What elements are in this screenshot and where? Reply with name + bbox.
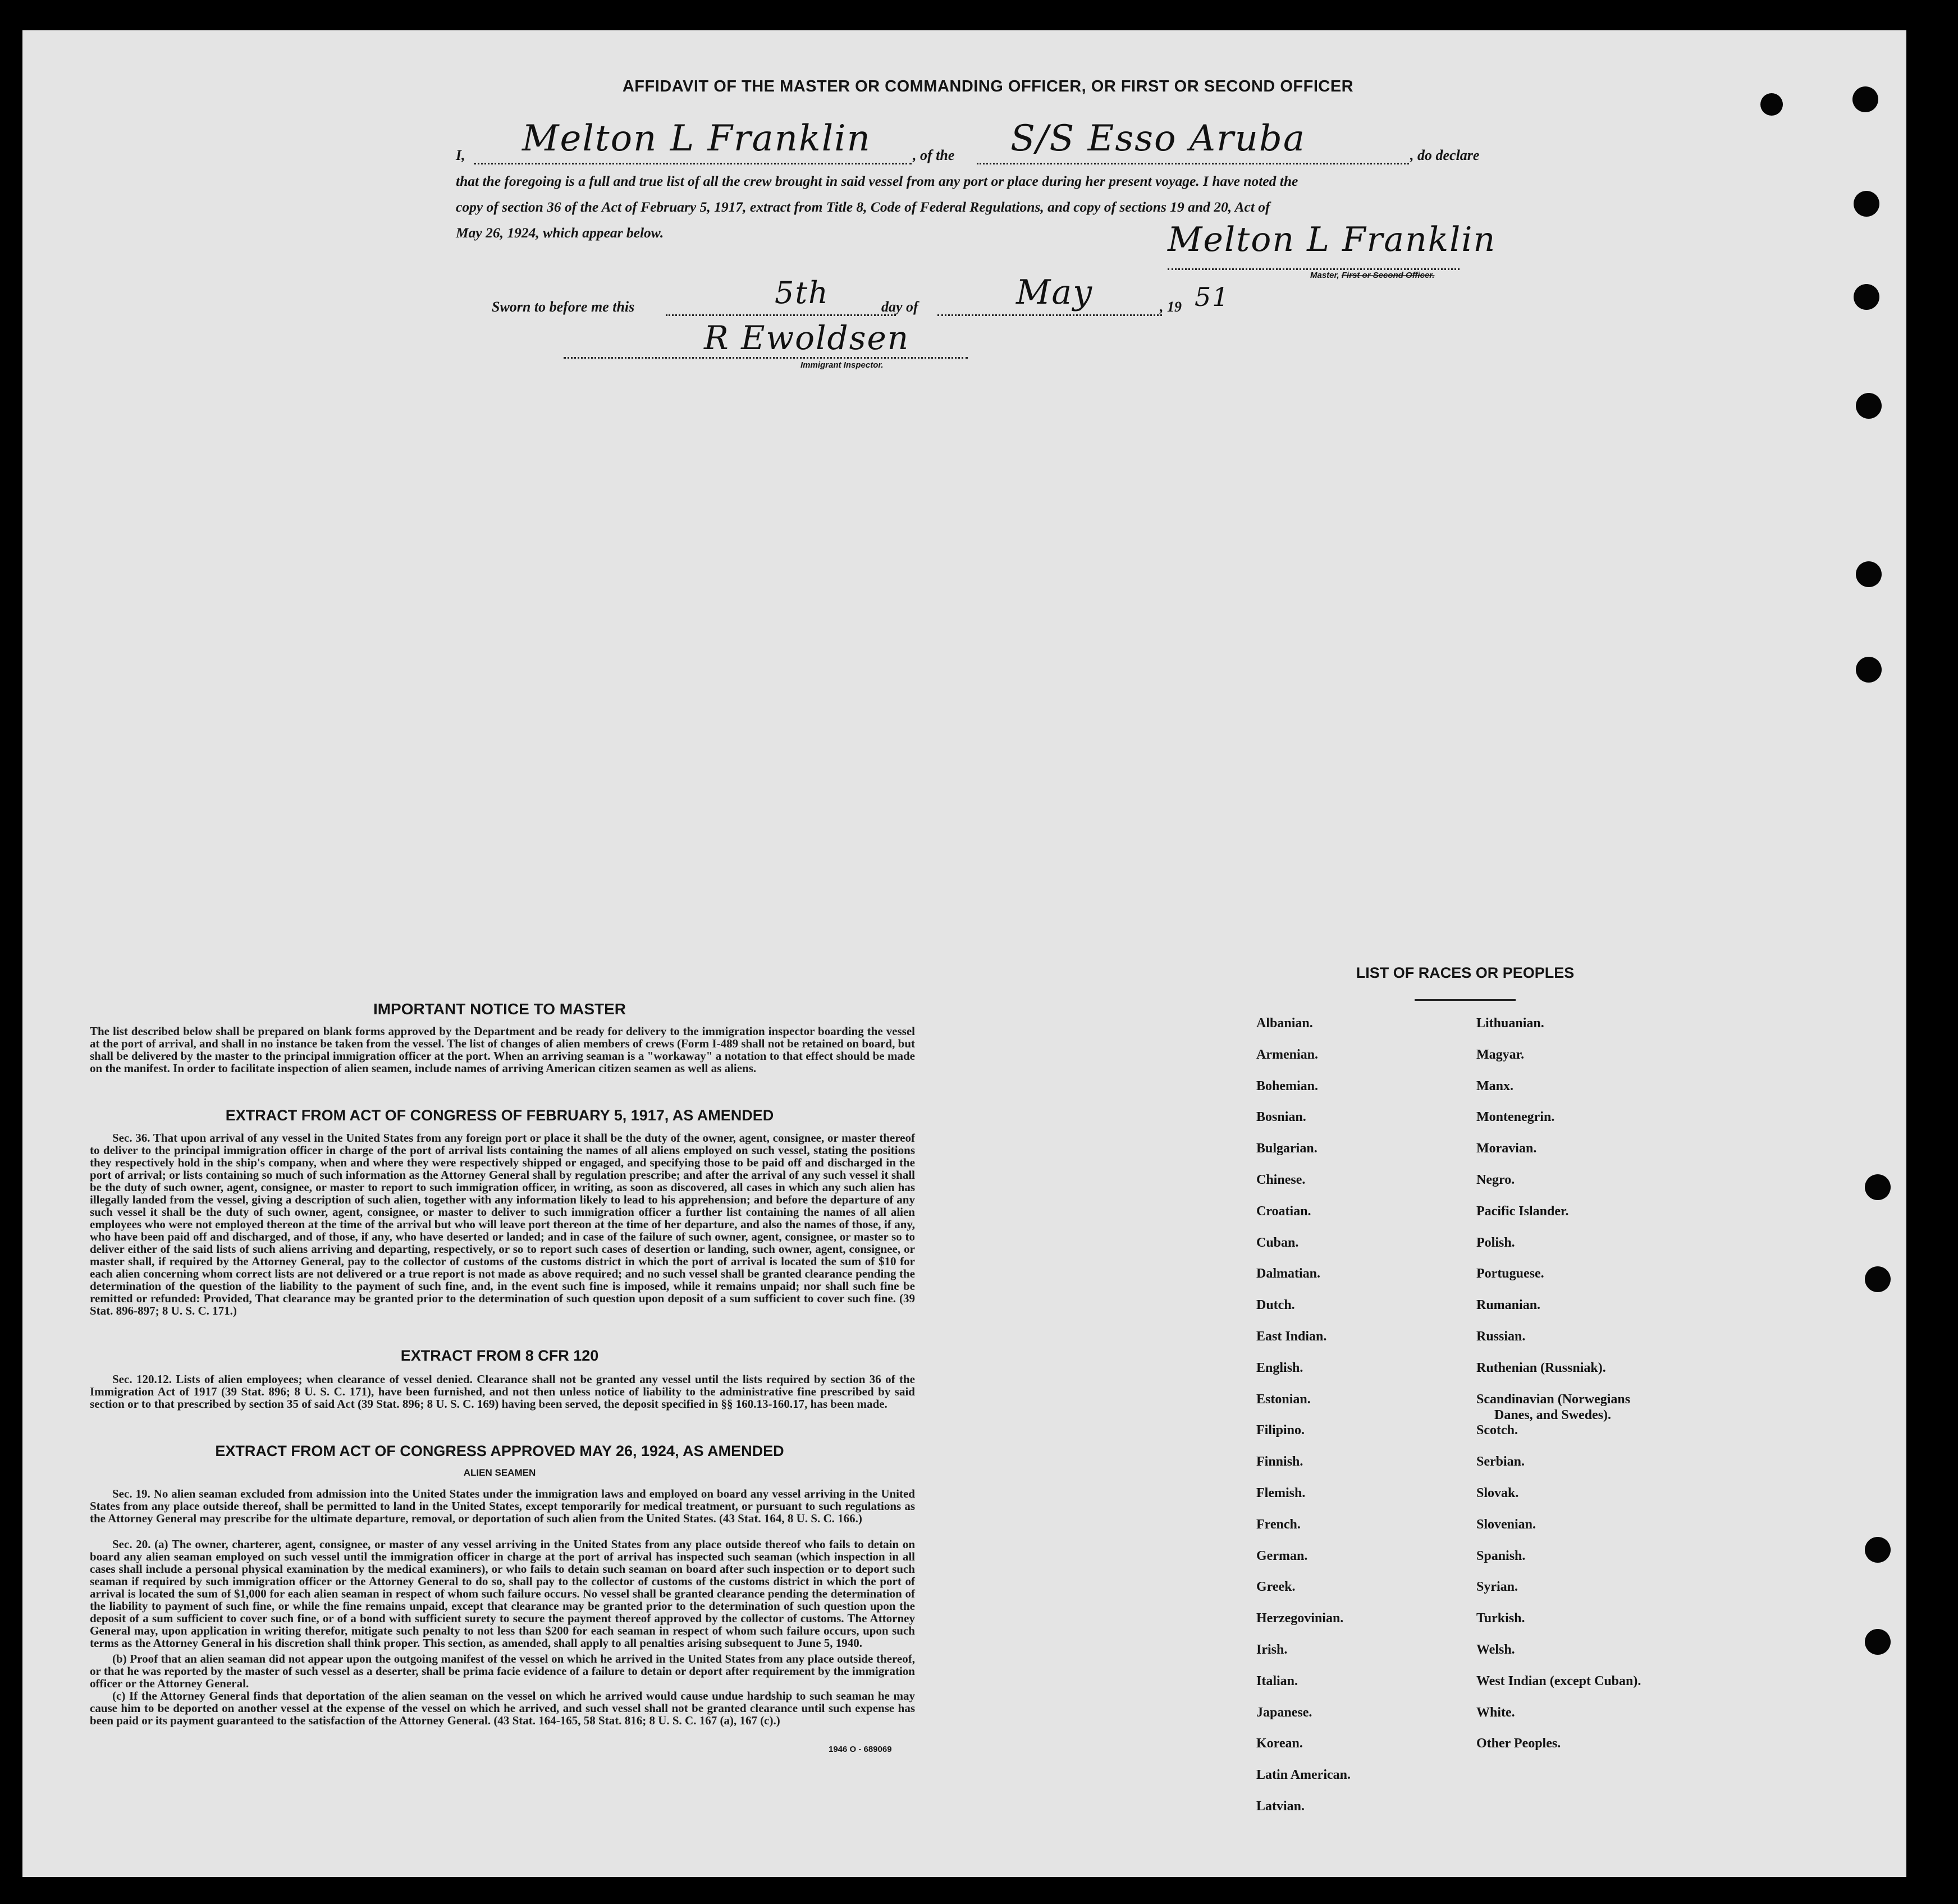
extract-1924-sec19: Sec. 19. No alien seaman excluded from admission into the United States under the immigration laws and employed on board any vessel arriving in the United States from any place outside thereof, shall be permitted to land in the United States, except temporarily for medical treatment, or pursuant to such regulations as the Attorney General may prescribe for the ultimate departure, removal, or deportation of such alien from the United States. (43 Stat. 164, 8 U. S. C. 166.) — [90, 1487, 915, 1525]
do-declare-label: , do declare — [1410, 147, 1480, 163]
race-list-item: Filipino. — [1256, 1423, 1305, 1438]
sworn-day: 5th — [775, 275, 829, 310]
extract-1924-subheading: ALIEN SEAMEN — [463, 1467, 536, 1478]
signature-caption — [1310, 271, 1434, 280]
race-list-item: Japanese. — [1256, 1705, 1312, 1720]
race-list-item: Finnish. — [1256, 1454, 1303, 1470]
race-list-item: Pacific Islander. — [1476, 1203, 1569, 1219]
race-list-item: Other Peoples. — [1476, 1736, 1561, 1751]
race-list-item: Rumanian. — [1476, 1298, 1541, 1313]
sworn-day-line — [666, 312, 896, 316]
race-list-item: Moravian. — [1476, 1141, 1537, 1156]
race-list-item: Cuban. — [1256, 1235, 1299, 1250]
vessel-name-line — [977, 161, 1409, 164]
race-list-item: Turkish. — [1476, 1611, 1525, 1626]
extract-1917-body: Sec. 36. That upon arrival of any vessel in the United States from any foreign port or place it shall be the duty of the owner, agent, consignee, or master thereof to deliver to the principal immigration officer in charge of the port of arrival lists containing the names of all aliens employed on such vessel, stating the positions they respectively hold in the ship's company, when and where they were respectively shipped or engaged, and specifying those to be paid off and discharged in the port of arrival; or lists containing so much of such information as the Attorney General shall by regulation prescribe; and after the arrival of any such vessel it shall be the duty of such owner, agent, consignee, or master to report to such immigration officer, in writing, as soon as discovered, all cases in which any such alien has illegally landed from the vessel, giving a description of such alien, together with any information likely to lead to his apprehension; and before the departure of any such vessel it shall be the duty of such owner, agent, consignee, or master to deliver to such immigration officer a further list containing the names of all alien employees who were not employed thereon at the time of the arrival but who will leave port thereon at the time of her departure, and also the names of those, if any, who have been paid off and discharged, and of those, if any, who have deserted or landed; and in case of the failure of such owner, agent, consignee, or master so to deliver either of the said lists of such aliens arriving and departing, respectively, or so to report such cases of desertion or landing, such owner, agent, consignee, or master shall, if required by the Attorney General, pay to the collector of customs of the customs district in which the port of arrival is located the sum of $10 for each alien concerning whom correct lists are not delivered or a true report is not made as above required; and no such vessel shall be granted clearance pending the determination of the question of the liability to the payment of such fine, and, in the event such fine is imposed, while it remains unpaid; nor shall such fine be remitted or refunded: Provided, That clearance may be granted prior to the determination of such question upon deposit of a sum sufficient to cover such fine. (39 Stat. 896-897; 8 U. S. C. 171.) — [90, 1131, 915, 1317]
race-list-item: Irish. — [1256, 1642, 1288, 1657]
of-the-label: , of the — [913, 147, 955, 163]
race-list-item: Scotch. — [1476, 1423, 1518, 1438]
race-list-item: Polish. — [1476, 1235, 1515, 1250]
punch-hole — [1856, 657, 1882, 683]
race-list-item: Magyar. — [1476, 1047, 1525, 1062]
signature-caption-prefix: Master, — [1310, 271, 1339, 280]
punch-hole — [1854, 191, 1879, 217]
race-list-item: Herzegovinian. — [1256, 1611, 1344, 1626]
race-list-item: Montenegrin. — [1476, 1110, 1555, 1125]
race-list-item: Serbian. — [1476, 1454, 1525, 1470]
affidavit-text-line-4: May 26, 1924, which appear below. — [456, 225, 664, 241]
race-list-item: Latin American. — [1256, 1768, 1351, 1783]
punch-hole — [1865, 1174, 1891, 1200]
race-list-item: Greek. — [1256, 1580, 1296, 1595]
race-list-item: English. — [1256, 1360, 1303, 1375]
officer-name: Melton L Franklin — [522, 118, 871, 159]
officer-name-line — [474, 161, 912, 164]
race-list-item: Bohemian. — [1256, 1078, 1319, 1093]
extract-1924-heading: EXTRACT FROM ACT OF CONGRESS APPROVED MAY 26, 1924, AS AMENDED — [215, 1443, 784, 1459]
race-list-item: Armenian. — [1256, 1047, 1318, 1062]
inspector-caption: Immigrant Inspector. — [800, 360, 884, 370]
race-list-item: Dalmatian. — [1256, 1266, 1320, 1281]
inspector-signature: R Ewoldsen — [704, 319, 910, 357]
race-list-item: German. — [1256, 1548, 1308, 1563]
race-list-item: Italian. — [1256, 1673, 1298, 1688]
master-signature: Melton L Franklin — [1168, 220, 1497, 259]
punch-hole — [1852, 86, 1878, 112]
race-list-item: Syrian. — [1476, 1580, 1518, 1595]
race-list-item: Russian. — [1476, 1329, 1526, 1344]
race-list-item: White. — [1476, 1705, 1515, 1720]
punch-hole — [1865, 1537, 1891, 1563]
affidavit-text-line-2: that the foregoing is a full and true list of all the crew brought in said vessel from any port or place during her present voyage. I have noted the — [456, 173, 1298, 189]
race-list-item: Manx. — [1476, 1078, 1513, 1093]
race-list-item: Welsh. — [1476, 1642, 1515, 1657]
race-list-item: West Indian (except Cuban). — [1476, 1673, 1641, 1688]
affidavit-i-label: I, — [456, 147, 465, 163]
extract-1924-sec20b: (b) Proof that an alien seaman did not appear upon the outgoing manifest of the vessel on which he arrived in the United States from any place outside thereof, or that he was reported by the master of such vessel as a deserter, shall be prima facie evidence of a failure to detain or deport after requirement by the immigration officer or the Attorney General. — [90, 1652, 915, 1690]
race-list-item: French. — [1256, 1517, 1301, 1532]
race-list-item: Ruthenian (Russniak). — [1476, 1360, 1606, 1375]
print-code: 1946 O - 689069 — [829, 1745, 892, 1754]
race-list-item: Albanian. — [1256, 1016, 1313, 1031]
punch-hole — [1865, 1629, 1891, 1655]
race-list-item: Korean. — [1256, 1736, 1303, 1751]
race-list-item: Estonian. — [1256, 1392, 1311, 1407]
race-list-item: Bosnian. — [1256, 1110, 1306, 1125]
extract-1924-sec20a: Sec. 20. (a) The owner, charterer, agent, consignee, or master of any vessel arriving in the United States from any place outside thereof who fails to detain on board any alien seaman employed on such vessel until the immigration officer in charge at the port of arrival has inspected such seaman (which inspection in all cases shall include a personal physical examination by the medical examiners), or who fails to detain such seaman on board after such inspection or to deport such seaman if required by such immigration officer or the Attorney General to do so, shall pay to the collector of customs of the customs district in which the port of arrival is located the sum of $1,000 for each alien seaman in respect of whom such failure occurs. No vessel shall be granted clearance pending the determination of the liability to payment of such fine, or while the fine remains unpaid, except that clearance may be granted prior to the determination of such question upon the deposit of a sum sufficient to cover such fine, or of a bond with sufficient surety to secure the payment thereof approved by the collector of customs. The Attorney General may, upon application in writing therefor, mitigate such penalty to not less than $200 for each seaman in respect of whom such failure occurs, upon such terms as the Attorney General in his discretion shall think proper. This section, as amended, shall apply to all penalties arising subsequent to June 5, 1940. — [90, 1537, 915, 1650]
sworn-month-line — [937, 312, 1162, 316]
race-list-item: Portuguese. — [1476, 1266, 1544, 1281]
race-list-item: Bulgarian. — [1256, 1141, 1317, 1156]
race-list-item: East Indian. — [1256, 1329, 1327, 1344]
affidavit-text-line-3: copy of section 36 of the Act of February 5, 1917, extract from Title 8, Code of Federal Regulations, and copy of sections 19 and 20, Act of — [456, 199, 1270, 215]
signature-caption-struck: First or Second Officer. — [1341, 271, 1435, 280]
vessel-name: S/S Esso Aruba — [1010, 118, 1306, 159]
extract-cfr-heading: EXTRACT FROM 8 CFR 120 — [400, 1347, 599, 1364]
race-list-item: Scandinavian (Norwegians — [1476, 1392, 1631, 1407]
race-list-item: Latvian. — [1256, 1799, 1305, 1814]
race-list-item: Negro. — [1476, 1173, 1515, 1187]
race-list-item: Danes, and Swedes). — [1494, 1407, 1612, 1422]
extract-1924-sec20c: (c) If the Attorney General finds that deportation of the alien seaman on the vessel on which he arrived would cause undue hardship to such seaman he may cause him to be deported on another vessel at the expense of the vessel on which he arrived, and such vessel shall not be granted clearance until such expense has been paid or its payment guaranteed to the satisfaction of the Attorney General. (43 Stat. 164-165, 58 Stat. 816; 8 U. S. C. 167 (a), 167 (c).) — [90, 1689, 915, 1727]
affidavit-heading: AFFIDAVIT OF THE MASTER OR COMMANDING OFFICER, OR FIRST OR SECOND OFFICER — [622, 77, 1354, 95]
punch-hole — [1856, 393, 1882, 419]
races-heading: LIST OF RACES OR PEOPLES — [1356, 964, 1575, 981]
notice-body: The list described below shall be prepared on blank forms approved by the Department and be ready for delivery to the immigration inspector boarding the vessel at the port of arrival, and shall in no instance be taken from the vessel. The list of changes of alien members of crews (Form I-489 shall not be retained on board, but shall be delivered by the master to the principal immigration officer at the port. When an arriving seaman is a "workaway" a notation to that effect should be made on the manifest. In order to facilitate inspection of alien seamen, include names of arriving American citizen seamen as well as aliens. — [90, 1024, 915, 1075]
race-list-item: Dutch. — [1256, 1298, 1295, 1313]
notice-heading: IMPORTANT NOTICE TO MASTER — [373, 1000, 626, 1018]
race-list-item: Flemish. — [1256, 1486, 1306, 1500]
sworn-label: Sworn to before me this — [492, 299, 635, 315]
year-prefix: , 19 — [1160, 299, 1182, 315]
race-list-item: Chinese. — [1256, 1173, 1306, 1187]
punch-hole — [1760, 93, 1783, 116]
race-list-item: Lithuanian. — [1476, 1016, 1544, 1031]
race-list-item: Spanish. — [1476, 1548, 1526, 1563]
race-list-item: Croatian. — [1256, 1203, 1311, 1219]
punch-hole — [1854, 284, 1879, 310]
races-heading-rule — [1415, 999, 1516, 1001]
inspector-signature-line — [564, 355, 968, 359]
sworn-year: 51 — [1195, 282, 1230, 312]
race-list-item: Slovak. — [1476, 1486, 1519, 1500]
punch-hole — [1865, 1266, 1891, 1292]
extract-1917-heading: EXTRACT FROM ACT OF CONGRESS OF FEBRUARY 5, 1917, AS AMENDED — [225, 1107, 774, 1124]
extract-cfr-body: Sec. 120.12. Lists of alien employees; when clearance of vessel denied. Clearance shall not be granted any vessel until the lists required by section 36 of the Immigration Act of 1917 (39 Stat. 896; 8 U. S. C. 171), have been furnished, and not then unless notice of liability to the administrative fine prescribed by said section or to that prescribed by section 35 of said Act (39 Stat. 896; 8 U. S. C. 169) having been served, the deposit specified in §§ 160.13-160.17, has been made. — [90, 1372, 915, 1411]
master-signature-line — [1168, 266, 1460, 270]
race-list-item: Slovenian. — [1476, 1517, 1536, 1532]
day-of-label: day of — [881, 299, 918, 315]
sworn-month: May — [1016, 273, 1094, 312]
punch-hole — [1856, 561, 1882, 587]
